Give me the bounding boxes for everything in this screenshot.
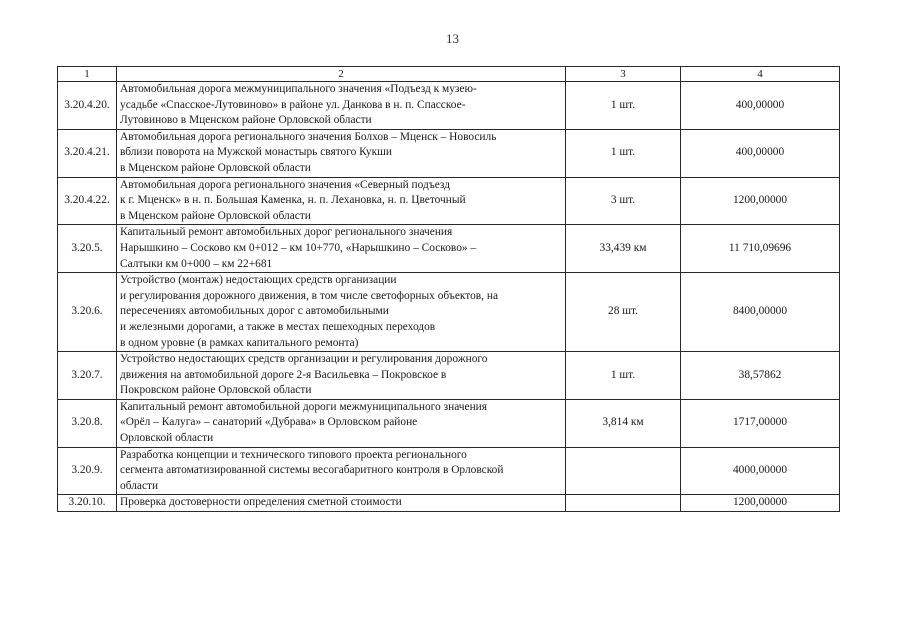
table-row	[58, 399, 840, 447]
table-row	[58, 225, 840, 273]
table-header-row	[58, 67, 840, 82]
item-amount: 1200,00000	[681, 177, 840, 225]
item-name-line: в Мценском районе Орловской области	[120, 161, 311, 174]
item-name	[117, 495, 566, 512]
item-name-line: пересечениях автомобильных дорог с автомобильными	[120, 305, 389, 318]
item-name-line: Автомобильная дорога межмуниципального значения «Подъезд к музею-	[120, 83, 477, 95]
item-name-line: усадьбе «Спасское-Лутовиново» в районе ул. Данкова в н. п. Спасское-	[120, 98, 466, 111]
budget-table	[57, 66, 840, 512]
item-name-line: Автомобильная дорога регионального значения Болхов – Мценск – Новосиль	[120, 130, 497, 143]
item-name-line: Орловской области	[120, 432, 214, 445]
item-name	[117, 177, 566, 225]
item-code: 3.20.8.	[58, 399, 117, 447]
item-name-line: вблизи поворота на Мужской монастырь святого Кукши	[120, 146, 393, 159]
item-name-line: Устройство (монтаж) недостающих средств организации	[120, 274, 397, 287]
table-row	[58, 447, 840, 495]
item-quantity: 3,814 км	[566, 399, 681, 447]
item-code: 3.20.10.	[58, 495, 117, 512]
item-name	[117, 129, 566, 177]
item-name-line: в одном уровне (в рамках капитального ремонта)	[120, 336, 359, 349]
item-name-line: Лутовиново в Мценском районе Орловской области	[120, 114, 372, 127]
item-name	[117, 352, 566, 400]
column-header: 2	[117, 67, 566, 82]
item-name-line: в Мценском районе Орловской области	[120, 209, 311, 222]
item-name-line: «Орёл – Калуга» – санаторий «Дубрава» в Орловском районе	[120, 416, 418, 429]
item-code: 3.20.4.22.	[58, 177, 117, 225]
item-name	[117, 273, 566, 352]
item-name-line: Автомобильная дорога регионального значения «Северный подъезд	[120, 178, 450, 191]
table-row	[58, 495, 840, 512]
item-name	[117, 447, 566, 495]
item-quantity	[566, 495, 681, 512]
item-quantity: 28 шт.	[566, 273, 681, 352]
item-amount: 38,57862	[681, 352, 840, 400]
item-amount: 1200,00000	[681, 495, 840, 512]
table-row	[58, 177, 840, 225]
item-code: 3.20.4.20.	[58, 82, 117, 130]
item-name-line: Проверка достоверности определения сметной стоимости	[120, 496, 402, 509]
column-header: 3	[566, 67, 681, 82]
item-name	[117, 225, 566, 273]
item-name-line: и регулирования дорожного движения, в том числе светофорных объектов, на	[120, 289, 499, 302]
item-name	[117, 82, 566, 130]
item-quantity: 1 шт.	[566, 352, 681, 400]
table-row	[58, 129, 840, 177]
item-quantity: 1 шт.	[566, 129, 681, 177]
item-name-line: области	[120, 479, 159, 492]
item-code: 3.20.9.	[58, 447, 117, 495]
table-row	[58, 352, 840, 400]
item-name-line: Салтыки км 0+000 – км 22+681	[120, 257, 273, 270]
item-name-line: и железными дорогами, а также в местах пешеходных переходов	[120, 320, 436, 333]
page-number: 13	[446, 31, 459, 46]
column-header: 1	[58, 67, 117, 82]
item-name-line: сегмента автоматизированной системы весогабаритного контроля в Орловской	[120, 464, 504, 477]
item-name-line: Разработка концепции и технического типового проекта регионального	[120, 448, 467, 461]
item-name-line: движения на автомобильной дороге 2-я Васильевка – Покровское в	[120, 368, 447, 381]
item-quantity: 33,439 км	[566, 225, 681, 273]
item-quantity: 1 шт.	[566, 82, 681, 130]
item-amount: 4000,00000	[681, 447, 840, 495]
item-quantity: 3 шт.	[566, 177, 681, 225]
item-name-line: Покровском районе Орловской области	[120, 384, 312, 397]
item-name-line: Устройство недостающих средств организации и регулирования дорожного	[120, 353, 488, 366]
item-amount: 11 710,09696	[681, 225, 840, 273]
item-name-line: Нарышкино – Сосково км 0+012 – км 10+770, «Нарышкино – Сосково» –	[120, 241, 477, 254]
item-code: 3.20.6.	[58, 273, 117, 352]
item-code: 3.20.5.	[58, 225, 117, 273]
table-row	[58, 82, 840, 130]
item-quantity	[566, 447, 681, 495]
item-amount: 400,00000	[681, 129, 840, 177]
item-amount: 1717,00000	[681, 399, 840, 447]
item-name	[117, 399, 566, 447]
item-code: 3.20.4.21.	[58, 129, 117, 177]
item-amount: 400,00000	[681, 82, 840, 130]
table-body	[58, 82, 840, 512]
item-name-line: Капитальный ремонт автомобильной дороги межмуниципального значения	[120, 400, 488, 413]
item-code: 3.20.7.	[58, 352, 117, 400]
item-name-line: к г. Мценск» в н. п. Большая Каменка, н. п. Лехановка, н. п. Цветочный	[120, 194, 466, 207]
item-amount: 8400,00000	[681, 273, 840, 352]
column-header: 4	[681, 67, 840, 82]
table-row	[58, 273, 840, 352]
item-name-line: Капитальный ремонт автомобильных дорог регионального значения	[120, 226, 453, 239]
